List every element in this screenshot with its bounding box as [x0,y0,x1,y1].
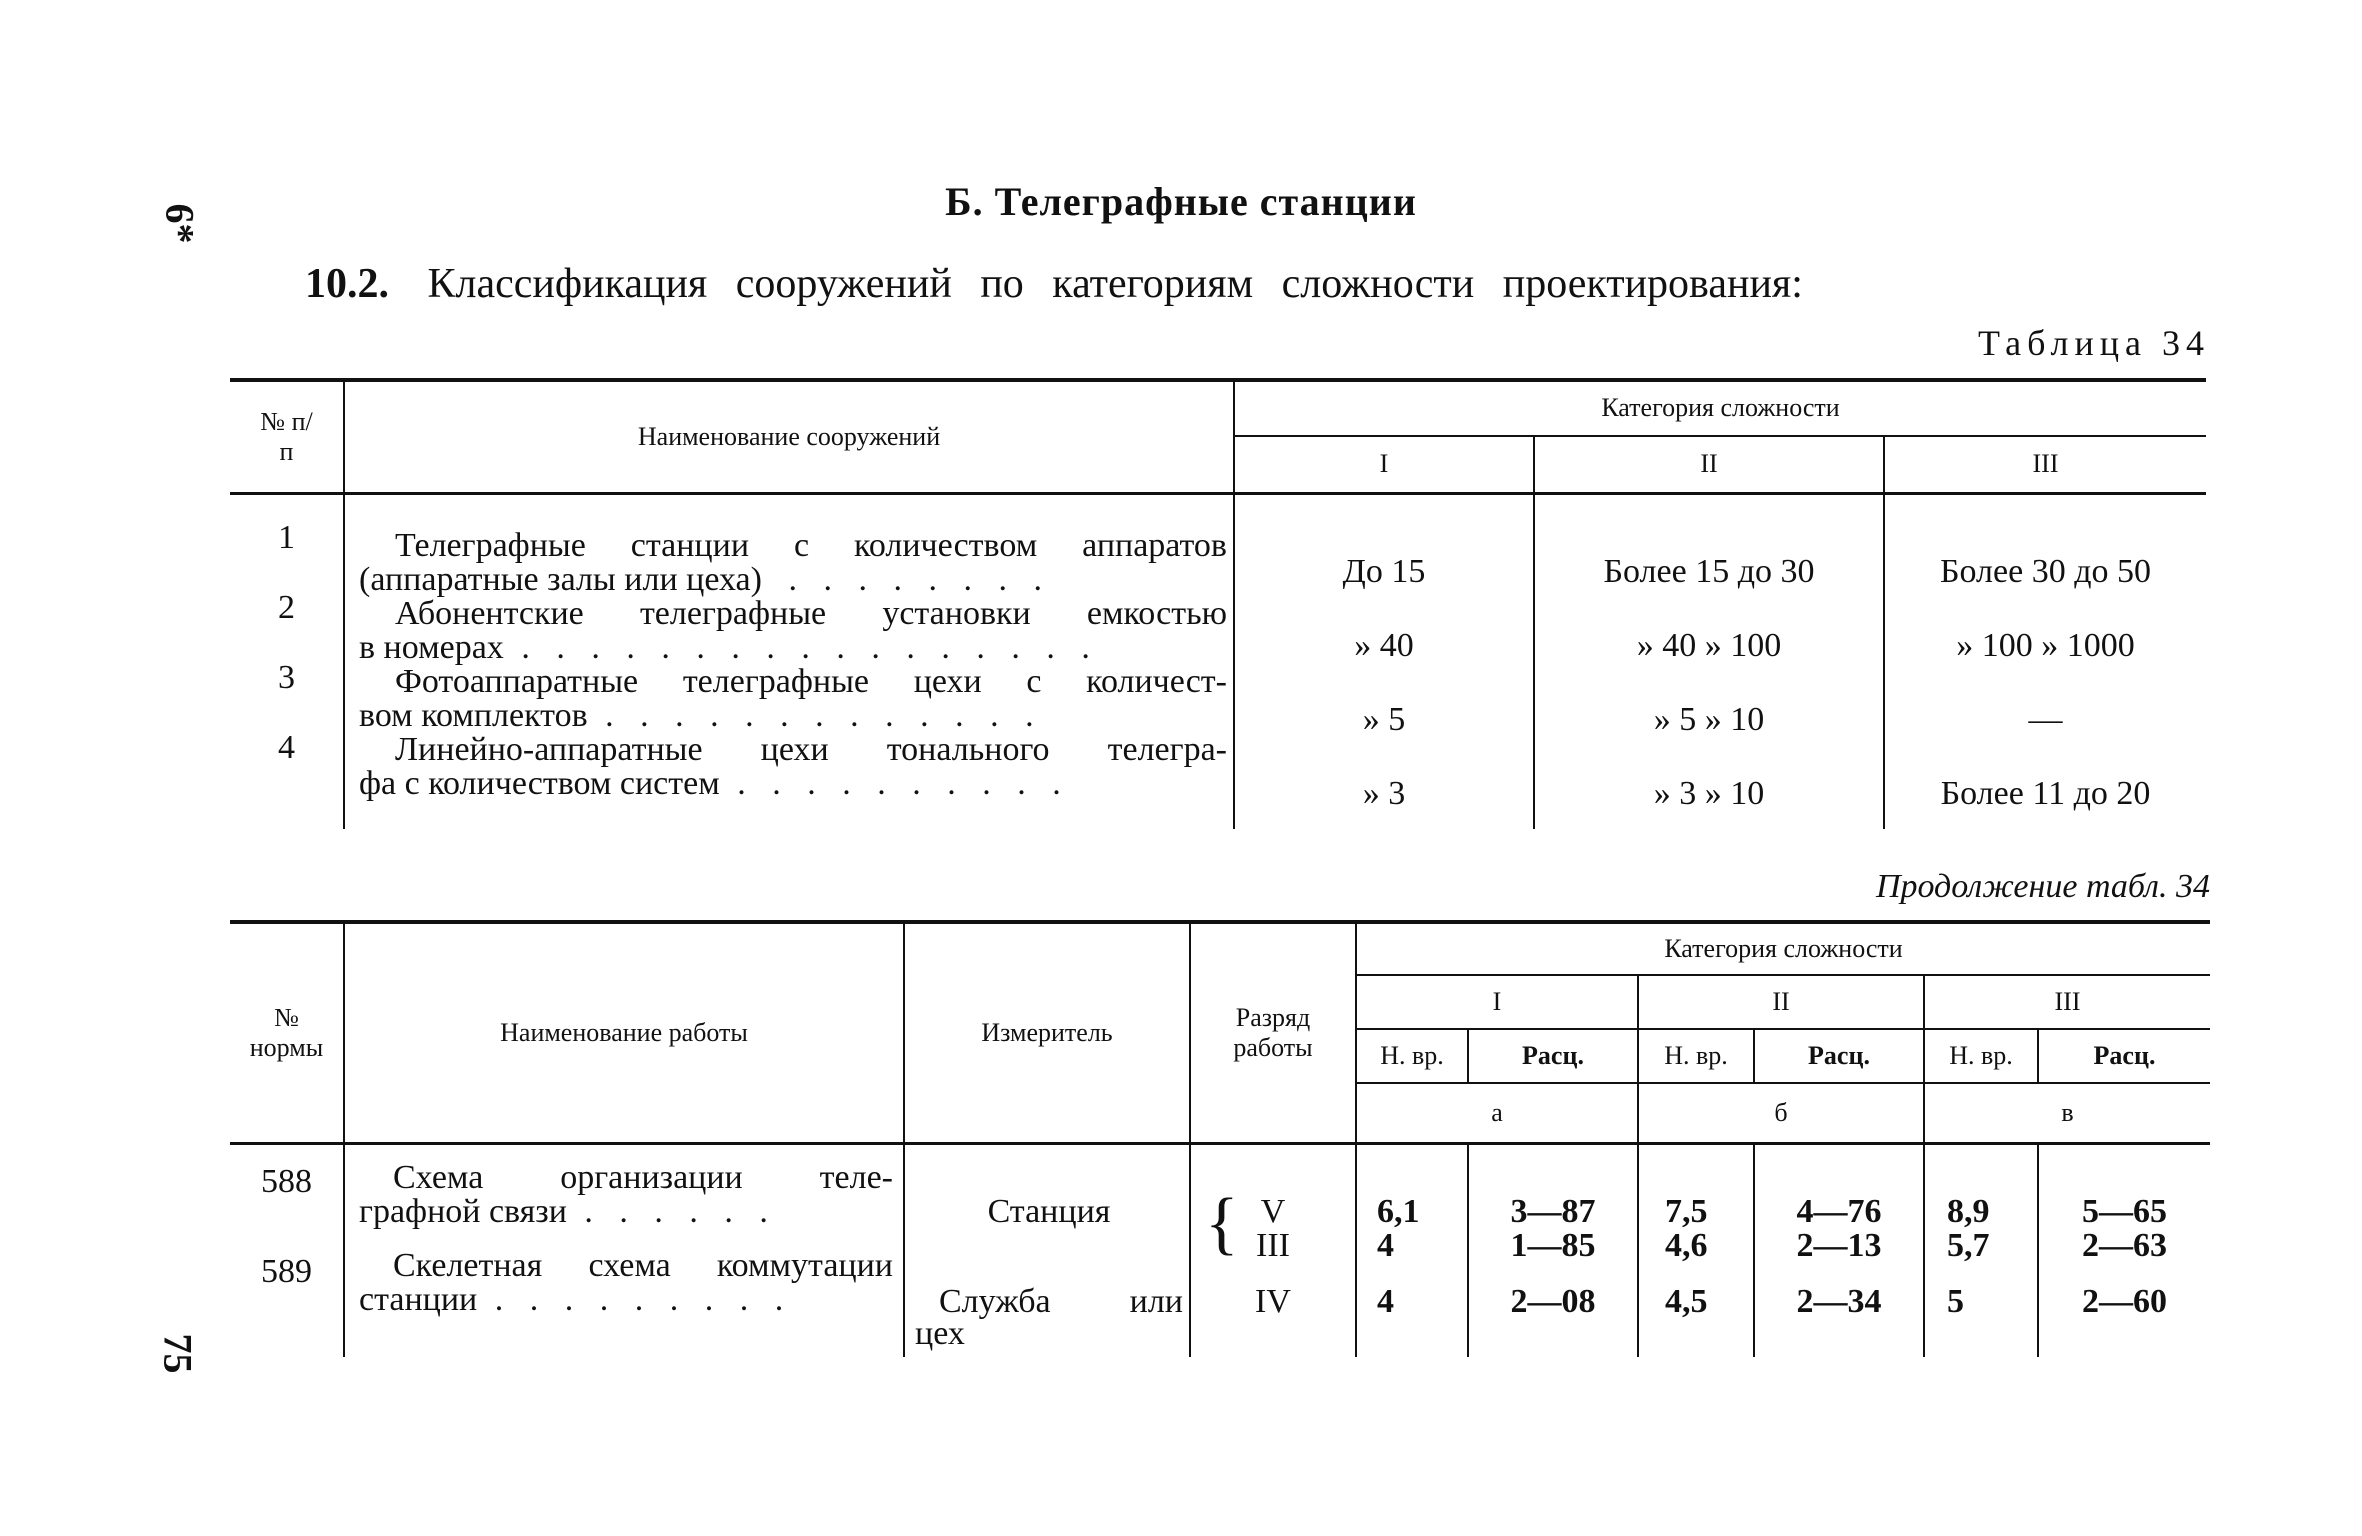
t2-header-rasc: Расц. [2038,1029,2210,1083]
t1-name-column [344,494,1234,830]
t1-header-category: Категория сложности [1234,380,2206,436]
t1-cell: » 40 [1354,627,1414,664]
t2-body [230,1144,2210,1358]
t1-cell: » 3 » 10 [1653,775,1765,812]
t2-cell-b-nvr: 7,5 4,6 4,5 [1638,1144,1754,1358]
t2-cell-a-rasc: 3—87 1—85 2—08 [1468,1144,1638,1358]
t2-cell-b-rasc: 4—76 2—13 2—34 [1754,1144,1924,1358]
t1-name-line: фа с количеством систем . . . . . . . . . . [359,765,1070,802]
t2-unit-line: цех [915,1315,965,1352]
t1-row-num: 1 [278,519,295,556]
t2-header-cat-iii: III [1924,975,2210,1029]
t1-cell: — [2028,701,2063,738]
t1-cell: » 5 [1362,701,1406,738]
table-caption: Таблица 34 [1978,323,2210,363]
t2-grade: IV [1255,1283,1291,1320]
t1-row-num: 2 [278,589,295,626]
margin-mark: 6* [157,203,203,244]
t1-name-line: вом комплектов . . . . . . . . . . . . . [359,697,1043,734]
t1-body [230,494,2206,830]
t1-name-line: Линейно-аппаратные цехи тонального телегра- [395,731,1227,768]
t1-cell: » 3 [1362,775,1406,812]
t2-header-col-v: в [1924,1083,2210,1144]
t2-work-line: станции . . . . . . . . . [359,1281,793,1318]
t2-unit-line: Служба или [939,1283,1183,1320]
t1-cat-i-column [1234,494,1534,830]
t2-row-num: 589 [261,1253,312,1290]
t2-header-col-b: б [1638,1083,1924,1144]
t1-name-line: Абонентские телеграфные установки емкостью [395,595,1227,632]
t2-header-rasc: Расц. [1468,1029,1638,1083]
t2-header-nvr: Н. вр. [1356,1029,1468,1083]
t2-grade: III [1256,1227,1290,1264]
t2-header-nvr: Н. вр. [1924,1029,2038,1083]
t1-cell: » 40 » 100 [1636,627,1782,664]
t2-header-category: Категория сложности [1356,922,2210,975]
t1-num-column [230,494,344,830]
t1-name-line: Фотоаппаратные телеграфные цехи с количест- [395,663,1227,700]
t1-cell: Более 11 до 20 [1940,775,2151,812]
t2-cell-v-nvr: 8,9 5,7 5 [1924,1144,2038,1358]
t1-header-cat-ii: II [1534,436,1884,494]
t2-row-num: 588 [261,1163,312,1200]
t2-header-cat-i: I [1356,975,1638,1029]
t2-unit: Станция [987,1193,1111,1230]
t2-cell-a-nvr: 6,1 4 4 [1356,1144,1468,1358]
t1-header-cat-iii: III [1884,436,2206,494]
classification-table [230,378,2206,829]
t1-cell: Более 30 до 50 [1939,553,2152,590]
t1-name-line: (аппаратные залы или цеха) . . . . . . . . [359,561,1051,598]
t2-num-column [230,1144,344,1358]
brace-icon: { [1205,1185,1239,1262]
t2-grade: V [1260,1193,1286,1230]
subtitle [305,260,1803,308]
subtitle-number: 10.2. [305,261,389,307]
t2-header-grade: Разряд работы [1190,922,1356,1144]
section-title: Б. Телеграфные станции [945,179,1417,224]
t1-cat-ii-column [1534,494,1884,830]
t2-header-cat-ii: II [1638,975,1924,1029]
t1-header-cat-i: I [1234,436,1534,494]
t1-cell: » 100 » 1000 [1956,627,2135,664]
t1-row-num: 4 [278,729,295,766]
t2-header-num: № нормы [230,922,344,1144]
t2-grade-column [1190,1144,1356,1358]
t1-cell: Более 15 до 30 [1603,553,1815,590]
t1-header-num [230,380,344,494]
t2-header-unit: Измеритель [904,922,1190,1144]
t2-work-column [344,1144,904,1358]
t2-work-line: Скелетная схема коммутации [393,1247,893,1284]
t2-header-col-a: а [1356,1083,1638,1144]
t1-cell: » 5 » 10 [1653,701,1765,738]
t2-work-line: графной связи . . . . . . [359,1193,777,1230]
t2-header-work: Наименование работы [344,922,904,1144]
t2-cell-v-rasc: 5—65 2—63 2—60 [2038,1144,2210,1358]
t1-header-num-text: № п/п [260,407,313,466]
t1-name-line: в номерах . . . . . . . . . . . . . . . . . [359,629,1099,666]
t1-header-name: Наименование сооружений [344,380,1234,494]
t2-header-rasc: Расц. [1754,1029,1924,1083]
t1-row-num: 3 [278,659,295,696]
subtitle-text: Классификация сооружений по категориям сложности проектирования: [427,261,1803,307]
t1-cell: До 15 [1342,553,1426,590]
continuation-caption: Продолжение табл. 34 [1875,868,2210,905]
page-number: 75 [155,1333,201,1374]
norms-table [230,920,2210,1357]
t2-unit-column [904,1144,1190,1358]
t2-header-nvr: Н. вр. [1638,1029,1754,1083]
t1-name-line: Телеграфные станции с количеством аппаратов [395,527,1227,564]
t2-work-line: Схема организации теле- [393,1159,893,1196]
t1-cat-iii-column [1884,494,2206,830]
